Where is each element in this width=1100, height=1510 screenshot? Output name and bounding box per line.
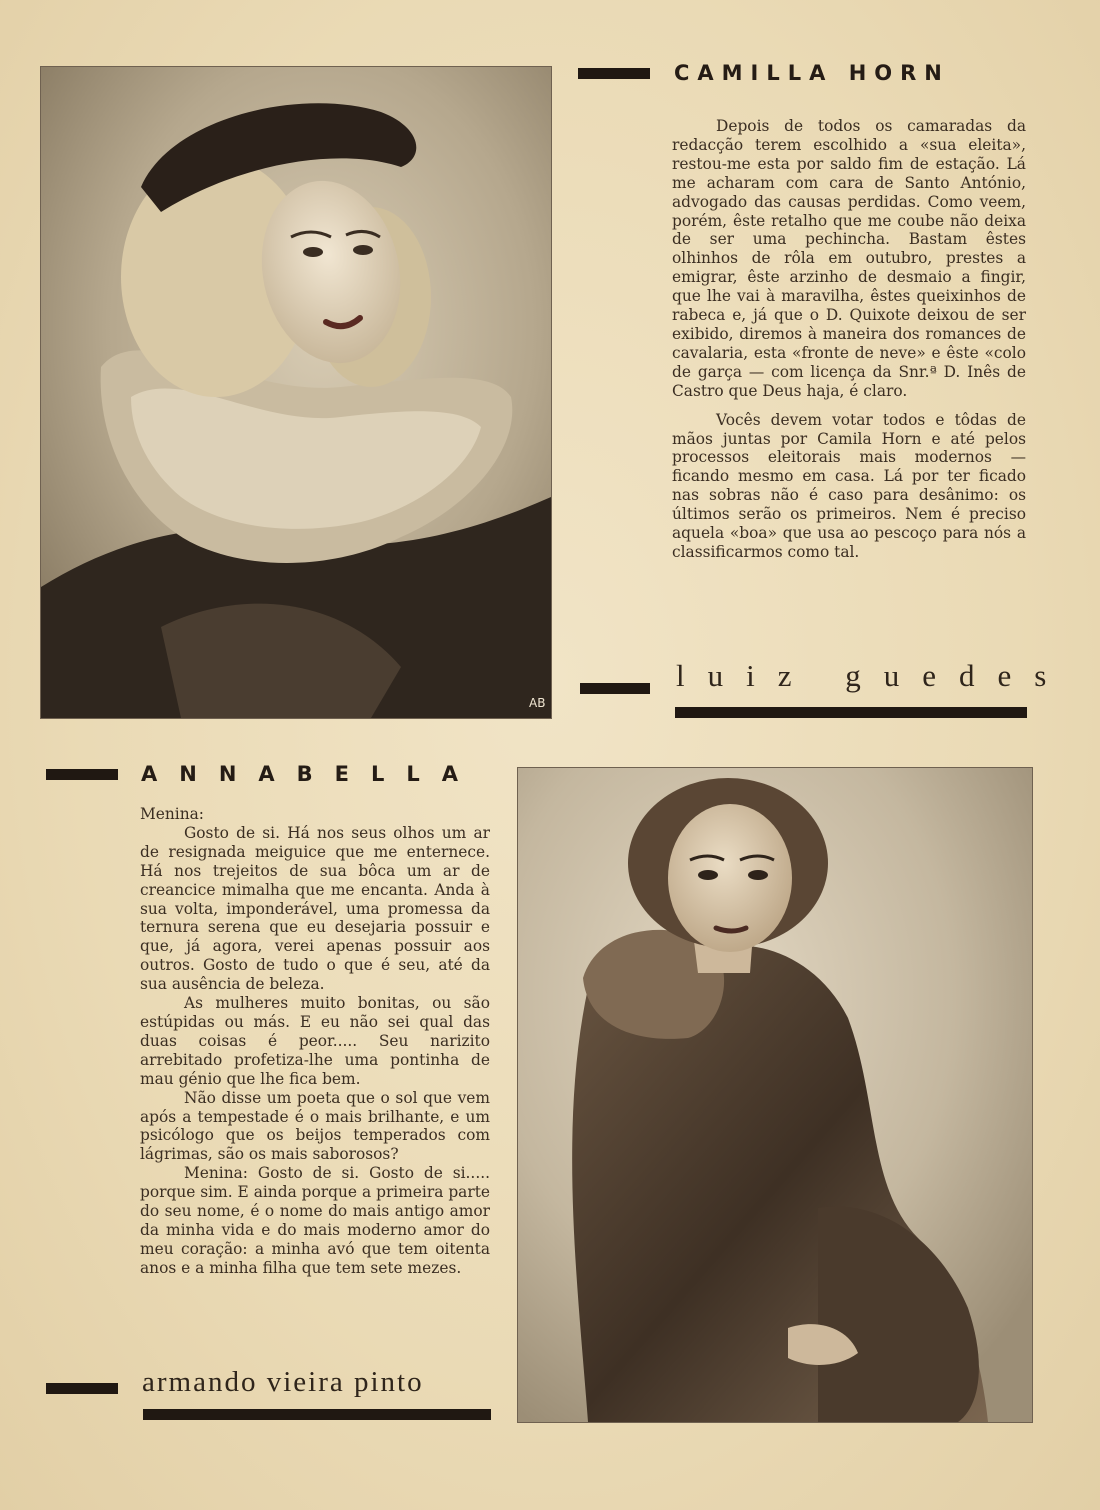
article-paragraph: Vocês devem votar todos e tôdas de mãos juntas por Camila Horn e até pelos processos eleitorais mais modernos — ficando mesmo em casa. Lá por ter ficado nas sobras não é caso para desânimo: os últimos serão os primeiros. Nem é preciso aquela «boa» que usa ao pescoço para nós a classificarmos como tal. (672, 410, 1026, 561)
camilla-horn-photo (40, 66, 552, 719)
annabella-photo (517, 767, 1033, 1423)
article-body-annabella (140, 805, 490, 1278)
article-paragraph: Gosto de si. Há nos seus olhos um ar de resignada meiguice que me enternece. Há nos trejeitos de sua bôca um ar de creancice mimalha que me encanta. Anda à sua volta, imponderável, uma promessa da ternura serena que eu desejaria possuir e que, já agora, verei apenas possuir aos outros. Gosto de tudo o que é seu, até da sua ausência de beleza. (140, 823, 490, 994)
photo-monogram: AB (529, 696, 546, 710)
author-rule-under (143, 1409, 491, 1420)
annabella-portrait (518, 768, 1032, 1422)
author-rule-left (580, 683, 650, 694)
article-greeting: Menina: (140, 805, 204, 823)
article-title-camilla-horn: CAMILLA HORN (674, 61, 950, 85)
article-paragraph: As mulheres muito bonitas, ou são estúpidas ou más. E eu não sei qual das duas coisas é peor..... Seu narizito arrebitado profetiza-lhe uma pontinha de mau génio que lhe fica bem. (140, 994, 490, 1088)
author-rule-under (675, 707, 1027, 718)
title-rule-left (578, 68, 650, 79)
article-paragraph: Depois de todos os camaradas da redacção terem escolhido a «sua eleita», restou-me esta por saldo fim de estação. Lá me acharam com cara de Santo António, advogado das causas perdidas. Como veem, porém, êste retalho que me coube não deixa de ser uma pechincha. Bastam êstes olhinhos de rôla em outubro, prestes a emigrar, êste arzinho de desmaio a fingir, que lhe vai à maravilha, êstes queixinhos de rabeca e, já que o D. Quixote deixou de ser exibido, diremos à maneira dos romances de cavalaria, esta «fronte de neve» e êste «colo de garça — com licença da Snr.ª D. Inês de Castro que Deus haja, é claro. (672, 117, 1026, 400)
author-rule-left (46, 1383, 118, 1394)
article-paragraph: Menina: Gosto de si. Gosto de si..... porque sim. E ainda porque a primeira parte do seu nome, é o nome do mais antigo amor da minha vida e do mais moderno amor do meu coração: a minha avó que tem oitenta anos e a minha filha que tem sete mezes. (140, 1164, 490, 1277)
title-rule-left (46, 769, 118, 780)
article-body-camilla-horn (672, 117, 1026, 562)
camilla-horn-portrait (41, 67, 551, 718)
author-armando-vieira-pinto: armando vieira pinto (142, 1366, 424, 1398)
author-luiz-guedes: luiz guedes (676, 658, 1070, 693)
article-title-annabella: ANNABELLA (141, 762, 481, 786)
article-paragraph: Não disse um poeta que o sol que vem após a tempestade é o mais brilhante, e um psicólogo que os beijos temperados com lágrimas, são os mais saborosos? (140, 1088, 490, 1164)
